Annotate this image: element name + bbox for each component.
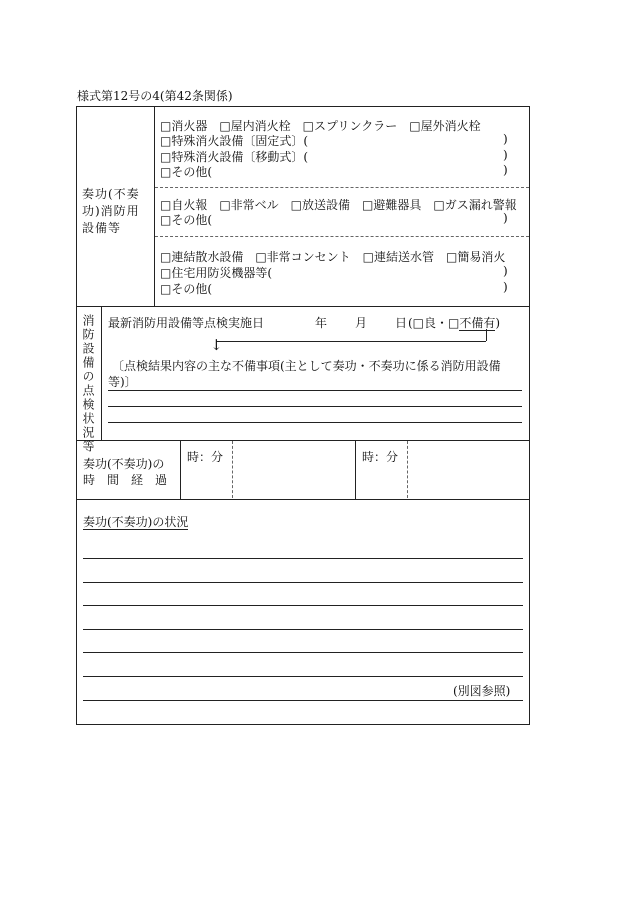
divider-section3 [76, 499, 530, 500]
time-label-1: 時：分 [187, 450, 224, 464]
close-paren: ) [503, 132, 508, 146]
result-defect: 不備有 [459, 316, 496, 330]
defect-heading-cont: 等)〕 [108, 375, 137, 389]
special-fixed-option: □特殊消火設備〔固定式〕( [160, 134, 309, 148]
alarm-options-row: □自火報 □非常ベル □放送設備 □避難器具 □ガス漏れ警報 [160, 198, 517, 212]
close-paren: ) [503, 163, 508, 177]
inspection-date-label: 最新消防用設備等点検実施日 [108, 316, 265, 330]
time-label-2: 時：分 [362, 450, 399, 464]
other-option-1: □その他( [160, 165, 213, 179]
residential-option: □住宅用防災機器等( [160, 266, 273, 280]
section3-middle-divider [355, 440, 356, 499]
extinguisher-options-row: □消火器 □屋内消火栓 □スプリンクラー □屋外消火栓 [160, 119, 481, 133]
situation-line [83, 676, 523, 677]
month-label: 月 [355, 316, 368, 330]
situation-line [83, 652, 523, 653]
section1-dashed-divider-1 [155, 187, 529, 188]
section2-label-divider [101, 306, 102, 440]
other-option-3: □その他( [160, 282, 213, 296]
arrow-down-icon: ↓ [210, 336, 223, 354]
see-attached-note: (別図参照) [453, 684, 511, 698]
year-label: 年 [315, 316, 328, 330]
firefighting-options-row: □連結散水設備 □非常コンセント □連結送水管 □簡易消火 [160, 250, 506, 264]
situation-line [83, 700, 523, 701]
divider-section2 [76, 440, 530, 441]
arrow-bracket-right [486, 329, 487, 341]
defect-line [108, 390, 522, 391]
situation-line [83, 605, 523, 606]
result-open: (□良・□ [408, 316, 460, 330]
result-close: ) [495, 316, 501, 330]
situation-heading: 奏功(不奏功)の状況 [83, 515, 189, 529]
divider-section1 [76, 306, 530, 307]
time-divider-1 [232, 441, 233, 498]
time-course-label-1: 奏功(不奏功)の [83, 457, 165, 471]
time-divider-2 [407, 441, 408, 498]
special-mobile-option: □特殊消火設備〔移動式〕( [160, 150, 309, 164]
situation-line [83, 558, 523, 559]
defect-heading: 〔点検結果内容の主な不備事項(主として奏功・不奏功に係る消防用設備 [112, 359, 501, 373]
close-paren: ) [503, 148, 508, 162]
close-paren: ) [503, 264, 508, 278]
arrow-bracket-bottom [216, 341, 486, 342]
day-label: 日 [395, 316, 408, 330]
close-paren: ) [503, 280, 508, 294]
section2-label: 消防設備の点検状況等 [81, 314, 95, 454]
time-course-label-2: 時 間 経 過 [83, 473, 168, 487]
section3-label-divider [180, 440, 181, 499]
section1-dashed-divider-2 [155, 236, 529, 237]
form-title: 様式第12号の4(第42条関係) [77, 89, 233, 103]
situation-line [83, 629, 523, 630]
situation-line [83, 582, 523, 583]
defect-line [108, 406, 522, 407]
section1-label: 奏功(不奏功)消防用設備等 [82, 187, 140, 235]
section1-label-divider [154, 106, 155, 306]
close-paren: ) [503, 211, 508, 225]
other-option-2: □その他( [160, 213, 213, 227]
defect-line [108, 422, 522, 423]
